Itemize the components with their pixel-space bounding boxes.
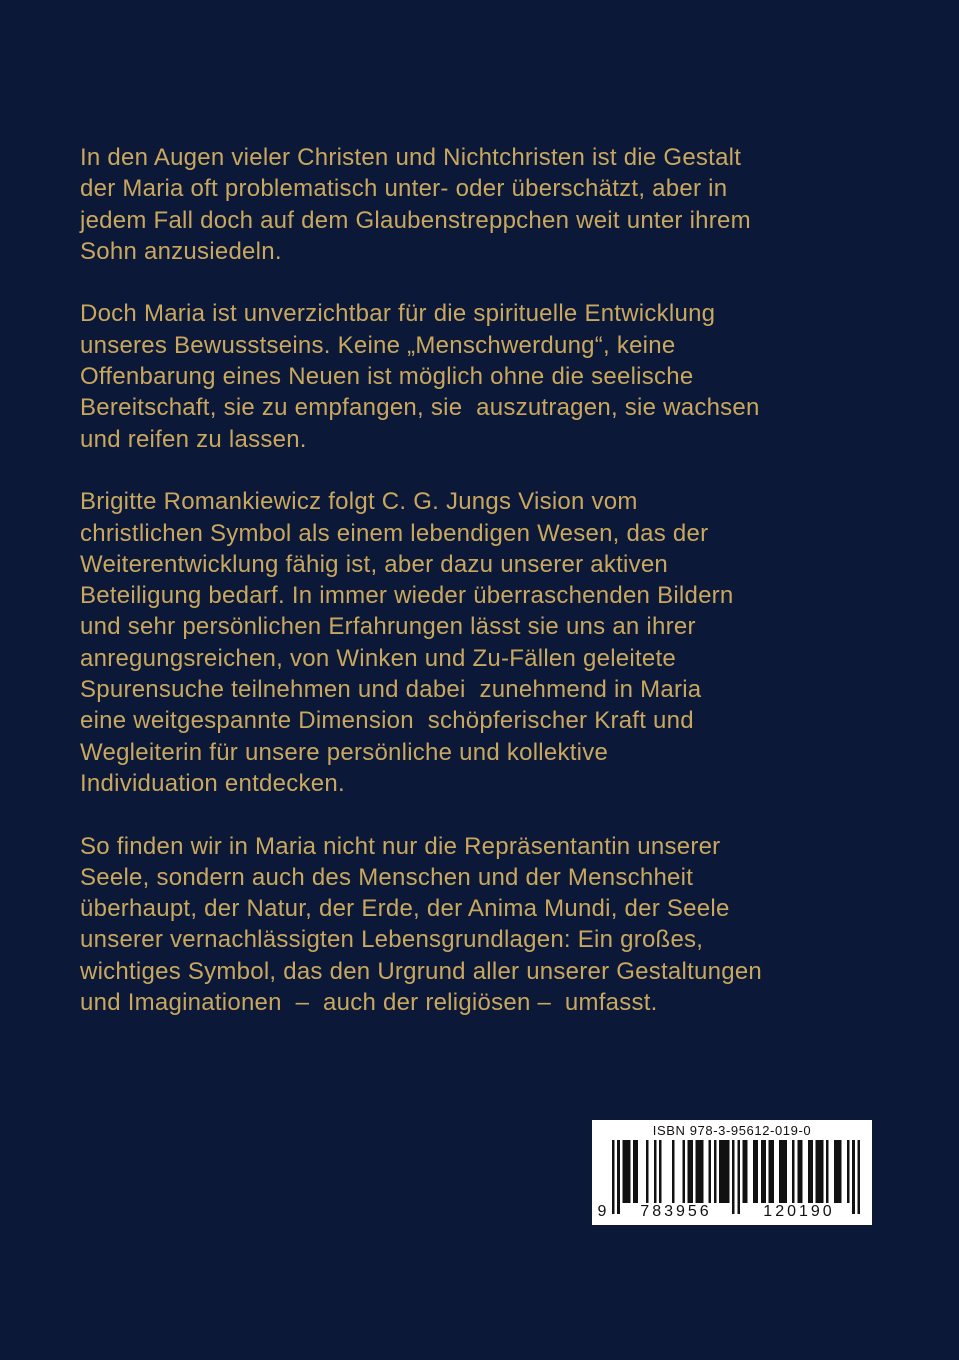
barcode-lead-digit: 9 [597, 1203, 607, 1220]
barcode-guard-bar [852, 1140, 855, 1214]
barcode-bar [622, 1140, 630, 1203]
paragraph-2 [80, 298, 940, 454]
barcode-guard-bar [612, 1140, 615, 1214]
barcode-bar [792, 1140, 795, 1203]
barcode-bar [696, 1140, 704, 1203]
isbn-text: ISBN 978-3-95612-019-0 [652, 1123, 812, 1138]
barcode-bar [797, 1140, 802, 1203]
text-line: Bereitschaft, sie zu empfangen, sie auszutragen, sie wachsen [80, 394, 760, 422]
text-line: unserer vernachlässigten Lebensgrundlagen: Ein großes, [80, 926, 704, 954]
text-line: Doch Maria ist unverzichtbar für die spirituelle Entwicklung [80, 300, 716, 328]
barcode-bar [826, 1140, 829, 1203]
barcode-bar [688, 1140, 693, 1203]
blurb-text [80, 142, 940, 1050]
text-line: Beteiligung bedarf. In immer wieder überraschenden Bildern [80, 582, 734, 610]
barcode-bar [633, 1140, 638, 1203]
text-line: Offenbarung eines Neuen ist möglich ohne die seelische [80, 363, 694, 391]
text-line: und Imaginationen – auch der religiösen – umfasst. [80, 989, 658, 1017]
text-line: Sohn anzusiedeln. [80, 237, 282, 265]
barcode-bar [714, 1140, 717, 1203]
barcode-bar [761, 1140, 766, 1203]
text-line: Wegleiterin für unsere persönliche und kollektive [80, 738, 609, 766]
barcode-left-digits: 783956 [640, 1203, 712, 1220]
barcode-bar [769, 1140, 774, 1203]
barcode-right-digits: 120190 [763, 1203, 835, 1220]
text-line: eine weitgespannte Dimension schöpferischer Kraft und [80, 707, 694, 735]
barcode-guard-bar [737, 1140, 740, 1214]
paragraph-3 [80, 486, 940, 799]
barcode-bar [682, 1140, 685, 1203]
barcode-bar [808, 1140, 813, 1203]
text-line: Seele, sondern auch des Menschen und der Menschheit [80, 863, 694, 891]
text-line: So finden wir in Maria nicht nur die Repräsentantin unserer [80, 832, 721, 860]
barcode-bar [672, 1140, 675, 1203]
barcode-bar [659, 1140, 662, 1203]
barcode-bar [779, 1140, 787, 1203]
barcode-bar [719, 1140, 729, 1203]
text-line: der Maria oft problematisch unter- oder überschätzt, aber in [80, 175, 728, 203]
barcode-guard-bar [732, 1140, 735, 1214]
paragraph-1 [80, 142, 940, 267]
text-line: überhaupt, der Natur, der Erde, der Anima Mundi, der Seele [80, 895, 730, 923]
barcode-bar [709, 1140, 712, 1203]
paragraph-4 [80, 831, 940, 1019]
barcode-bar [847, 1140, 850, 1203]
barcode-guard-bar [857, 1140, 860, 1214]
barcode-bar [753, 1140, 758, 1203]
text-line: und sehr persönlichen Erfahrungen lässt sie uns an ihrer [80, 613, 696, 641]
text-line: anregungsreichen, von Winken und Zu-Fällen geleitete [80, 644, 677, 672]
text-line: jedem Fall doch auf dem Glaubenstreppchen weit unter ihrem [80, 206, 751, 234]
text-line: Weiterentwicklung fähig ist, aber dazu unserer aktiven [80, 550, 669, 578]
barcode-bar [654, 1140, 657, 1203]
text-line: In den Augen vieler Christen und Nichtchristen ist die Gestalt [80, 144, 742, 171]
text-line: christlichen Symbol als einem lebendigen Wesen, das der [80, 519, 709, 547]
text-line: Brigitte Romankiewicz folgt C. G. Jungs Vision vom [80, 488, 638, 516]
text-line: Spurensuche teilnehmen und dabei zunehmend in Maria [80, 676, 702, 704]
isbn-barcode-label [592, 1120, 872, 1225]
barcode-bar [743, 1140, 748, 1203]
text-line: unseres Bewusstseins. Keine „Menschwerdung“, keine [80, 331, 676, 359]
barcode-bar [816, 1140, 824, 1203]
barcode-bar [646, 1140, 649, 1203]
text-line: wichtiges Symbol, das den Urgrund aller unserer Gestaltungen [80, 957, 763, 985]
barcode-guard-bar [617, 1140, 620, 1214]
text-line: und reifen zu lassen. [80, 425, 307, 453]
barcode-bar [834, 1140, 842, 1203]
text-line: Individuation entdecken. [80, 769, 345, 797]
